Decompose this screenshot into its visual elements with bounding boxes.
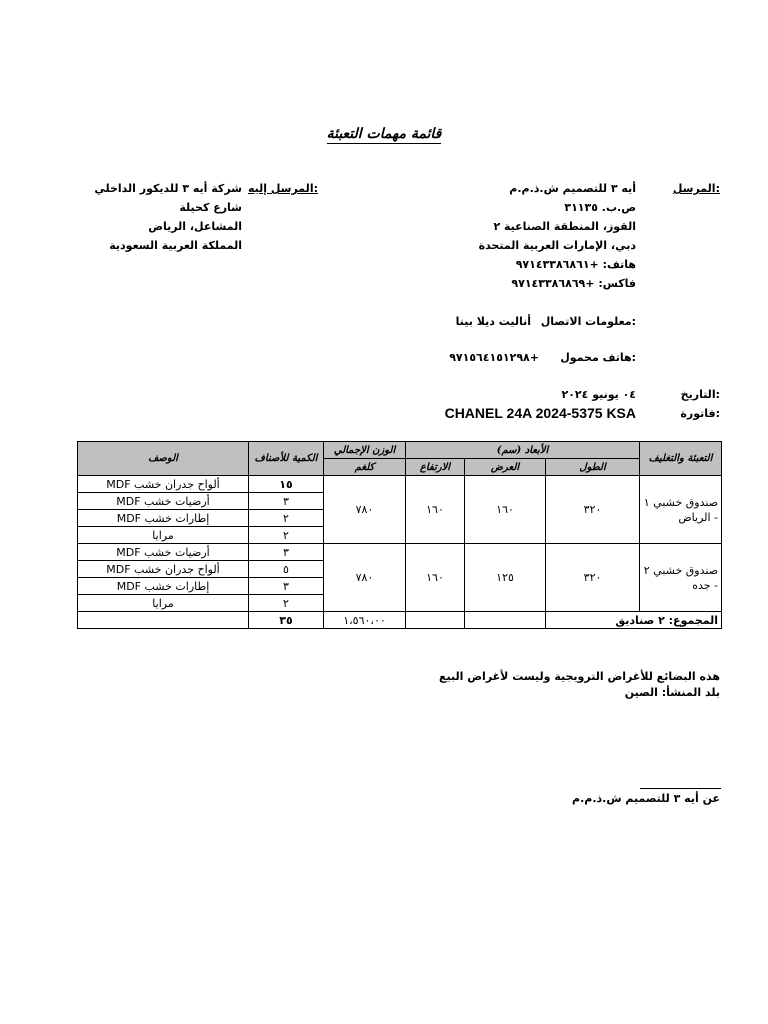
invoice-value: CHANEL 24A 2024-5375 KSA <box>444 405 636 421</box>
signature-line <box>640 788 721 789</box>
date-value: ٠٤ يونيو ٢٠٢٤ <box>561 388 636 401</box>
recipient-label: المرسل إليه: <box>247 182 318 195</box>
total-label: المجموع: ٢ صناديق <box>546 612 722 629</box>
packing-table <box>77 441 722 629</box>
item-qty: ٣ <box>249 578 324 595</box>
box-2-weight: ٧٨٠ <box>324 544 406 612</box>
sender-fax-value: +٩٧١٤٣٣٨٦٨٦٩ <box>511 277 595 290</box>
header-height: الارتفاع <box>406 459 465 476</box>
recipient-line-4: المملكة العربية السعودية <box>109 239 242 252</box>
item-desc: أرضيات خشب MDF <box>78 544 249 561</box>
item-desc: أرضيات خشب MDF <box>78 493 249 510</box>
box-1-height: ١٦٠ <box>406 476 465 544</box>
item-desc: إطارات خشب MDF <box>78 578 249 595</box>
box-1-packing: صندوق خشبي ١ - الرياض <box>640 476 722 544</box>
document-title: قائمة مهمات التعبئة <box>326 126 442 142</box>
item-qty: ٣ <box>249 544 324 561</box>
recipient-line-3: المشاعل، الرياض <box>148 220 242 233</box>
table-row <box>78 476 722 493</box>
item-qty: ١٥ <box>249 476 324 493</box>
item-desc: إطارات خشب MDF <box>78 510 249 527</box>
item-qty: ٢ <box>249 527 324 544</box>
total-weight: ١،٥٦٠،٠٠ <box>324 612 406 629</box>
header-length: الطول <box>546 459 640 476</box>
item-desc: مرايا <box>78 527 249 544</box>
item-qty: ٣ <box>249 493 324 510</box>
item-desc: مرايا <box>78 595 249 612</box>
sender-line-1: أيه ٣ للتصميم ش.ذ.م.م <box>509 182 636 195</box>
item-qty: ٥ <box>249 561 324 578</box>
sender-fax-label: فاكس: <box>598 277 636 290</box>
header-width: العرض <box>465 459 546 476</box>
total-row <box>78 612 722 629</box>
header-gross-weight: الوزن الإجمالي <box>324 442 406 459</box>
header-packing: التعبئة والتغليف <box>640 442 722 476</box>
sender-line-4: دبي، الإمارات العربية المتحدة <box>478 239 636 252</box>
date-label: التاريخ: <box>680 388 720 401</box>
sender-line-2: ص.ب. ٣١١٣٥ <box>564 201 636 214</box>
box-1-width: ١٦٠ <box>465 476 546 544</box>
item-qty: ٢ <box>249 595 324 612</box>
header-dimensions: الأبعاد (سم) <box>406 442 640 459</box>
item-desc: ألواح جدران خشب MDF <box>78 476 249 493</box>
header-qty: الكمية للأصناف <box>249 442 324 476</box>
box-2-length: ٣٢٠ <box>546 544 640 612</box>
contact-label: معلومات الاتصال: <box>540 315 636 328</box>
box-1-length: ٣٢٠ <box>546 476 640 544</box>
signature-text: عن أيه ٣ للتصميم ش.ذ.م.م <box>572 792 720 805</box>
mobile-value: +٩٧١٥٦٤١٥١٢٩٨ <box>449 351 539 364</box>
header-kg: كلغم <box>324 459 406 476</box>
note-promotional: هذه البضائع للأغراض الترويجية وليست لأغراض البيع <box>439 670 720 683</box>
box-2-width: ١٢٥ <box>465 544 546 612</box>
mobile-label: هاتف محمول: <box>560 351 636 364</box>
box-2-packing: صندوق خشبي ٢ - جده <box>640 544 722 612</box>
total-empty-cell <box>406 612 465 629</box>
total-qty: ٣٥ <box>249 612 324 629</box>
item-desc: ألواح جدران خشب MDF <box>78 561 249 578</box>
sender-phone-value: +٩٧١٤٣٣٨٦٨٦١ <box>515 258 599 271</box>
total-empty-cell <box>78 612 249 629</box>
sender-phone-label: هاتف: <box>602 258 636 271</box>
sender-line-3: القوز، المنطقة الصناعية ٢ <box>493 220 636 233</box>
box-1-weight: ٧٨٠ <box>324 476 406 544</box>
contact-value: أناليت ديلا بينا <box>455 315 531 328</box>
item-qty: ٢ <box>249 510 324 527</box>
sender-fax <box>511 277 636 290</box>
sender-phone <box>516 258 636 271</box>
box-2-height: ١٦٠ <box>406 544 465 612</box>
recipient-line-1: شركة أيه ٣ للديكور الداخلي <box>94 182 242 195</box>
note-origin: بلد المنشأ: الصين <box>624 686 720 699</box>
table-row <box>78 544 722 561</box>
invoice-label: فاتورة: <box>680 407 720 420</box>
total-empty-cell <box>465 612 546 629</box>
sender-label: المرسل: <box>672 182 720 195</box>
header-description: الوصف <box>78 442 249 476</box>
recipient-line-2: شارع كحيلة <box>179 201 242 214</box>
